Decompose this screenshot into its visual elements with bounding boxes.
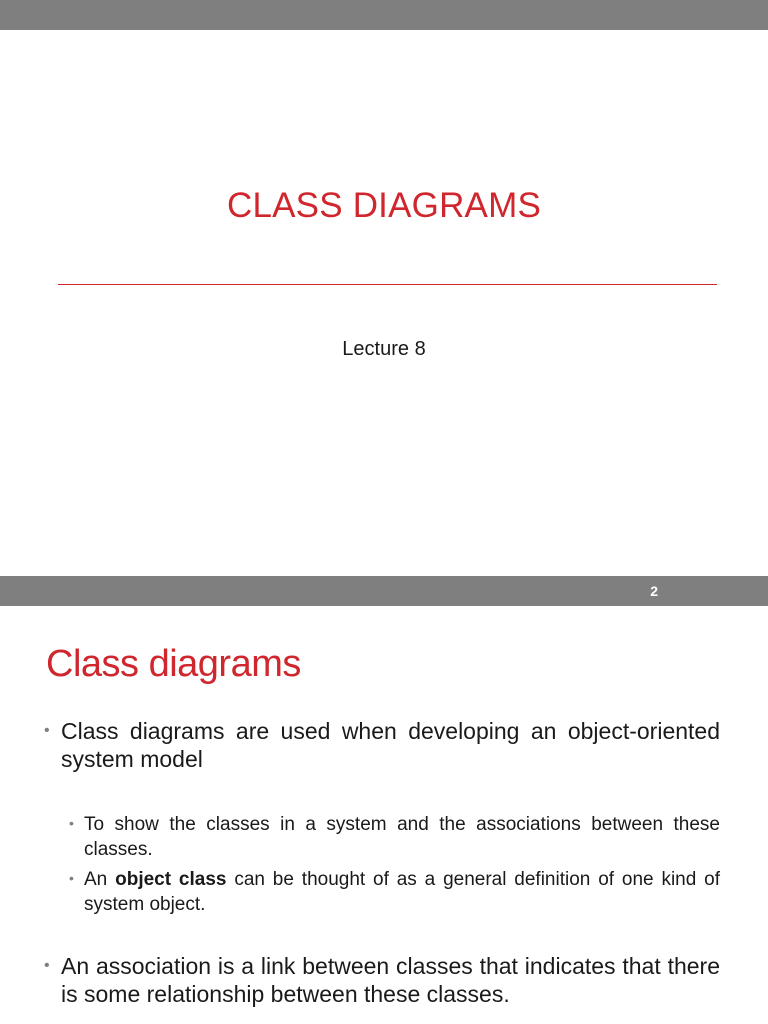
sub-bullet-text	[84, 867, 720, 917]
slide-subtitle: Lecture 8	[342, 338, 426, 360]
sub-bullet-dot-icon: •	[69, 870, 74, 886]
slide-heading: Class diagrams	[46, 643, 301, 685]
bullet-text: Class diagrams are used when developing an object-oriented system model	[61, 718, 720, 772]
sub-bullet-text-end: can be thought of as a general definition of one kind of system object.	[84, 869, 721, 915]
title-divider	[58, 284, 717, 285]
sub-bullet-text: To show the classes in a system and the associations between these classes.	[84, 814, 720, 860]
sub-bullet-item	[69, 867, 720, 917]
bullet-text: An association is a link between classes that indicates that there is some relationship between these classes.	[61, 953, 720, 1007]
slide-content	[0, 576, 768, 1024]
slide-title-heading: CLASS DIAGRAMS	[227, 186, 541, 225]
page-number: 2	[650, 583, 658, 599]
top-bar	[0, 0, 768, 30]
bullet-dot-icon: •	[44, 957, 50, 974]
bullet-item	[44, 952, 720, 1008]
sub-bullet-dot-icon: •	[69, 815, 74, 831]
slide-header-bar	[0, 576, 768, 606]
bullet-item	[44, 717, 720, 773]
bullet-dot-icon: •	[44, 722, 50, 739]
emphasis-term: object class	[115, 869, 227, 890]
sub-bullet-text-start: An	[84, 869, 108, 890]
sub-bullet-item	[69, 812, 720, 862]
